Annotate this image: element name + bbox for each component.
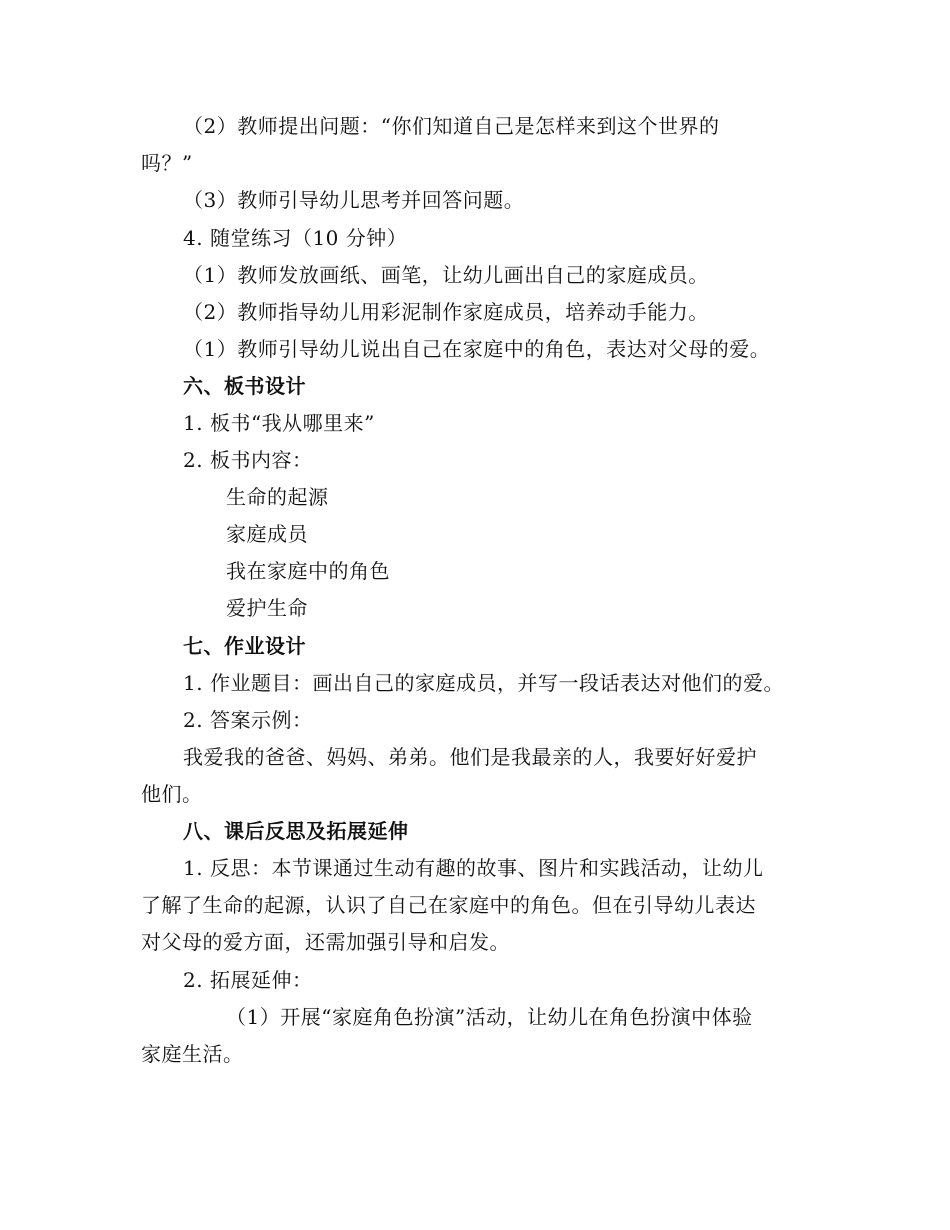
section-heading-8: 八、课后反思及拓展延伸 — [183, 819, 409, 843]
reflection-item-1-continued-1: 了解了生命的起源，认识了自己在家庭中的角色。但在引导幼儿表达 — [141, 893, 756, 917]
practice-item-3: （1）教师引导幼儿说出自己在家庭中的角色，表达对父母的爱。 — [183, 337, 771, 361]
reflection-item-1-continued-2: 对父母的爱方面，还需加强引导和启发。 — [141, 930, 510, 954]
homework-item-1: 1. 作业题目：画出自己的家庭成员，并写一段话表达对他们的爱。 — [183, 671, 784, 695]
board-content-4: 爱护生命 — [226, 596, 308, 620]
reflection-item-1: 1. 反思：本节课通过生动有趣的故事、图片和实践活动，让幼儿 — [183, 856, 764, 880]
section-heading-7: 七、作业设计 — [183, 634, 306, 658]
paragraph-question-2-continued: 吗？” — [141, 151, 193, 175]
paragraph-question-2: （2）教师提出问题：“你们知道自己是怎样来到这个世界的 — [183, 114, 720, 138]
section-heading-6: 六、板书设计 — [183, 374, 306, 398]
extension-sub-item-1-continued: 家庭生活。 — [141, 1042, 244, 1066]
practice-item-2: （2）教师指导幼儿用彩泥制作家庭成员，培养动手能力。 — [183, 300, 709, 324]
homework-answer-continued: 他们。 — [141, 782, 203, 806]
homework-item-2: 2. 答案示例： — [183, 708, 313, 732]
board-content-1: 生命的起源 — [226, 485, 329, 509]
paragraph-question-3: （3）教师引导幼儿思考并回答问题。 — [183, 188, 525, 212]
practice-item-1: （1）教师发放画纸、画笔，让幼儿画出自己的家庭成员。 — [183, 263, 709, 287]
board-item-2: 2. 板书内容： — [183, 448, 313, 472]
extension-item-2: 2. 拓展延伸： — [183, 968, 313, 992]
homework-answer: 我爱我的爸爸、妈妈、弟弟。他们是我最亲的人，我要好好爱护 — [183, 745, 757, 769]
section-practice-heading: 4. 随堂练习（10 分钟） — [183, 226, 408, 250]
board-item-1: 1. 板书“我从哪里来” — [183, 411, 375, 435]
extension-sub-item-1: （1）开展“家庭角色扮演”活动，让幼儿在角色扮演中体验 — [226, 1005, 753, 1029]
board-content-2: 家庭成员 — [226, 522, 308, 546]
board-content-3: 我在家庭中的角色 — [226, 559, 390, 583]
